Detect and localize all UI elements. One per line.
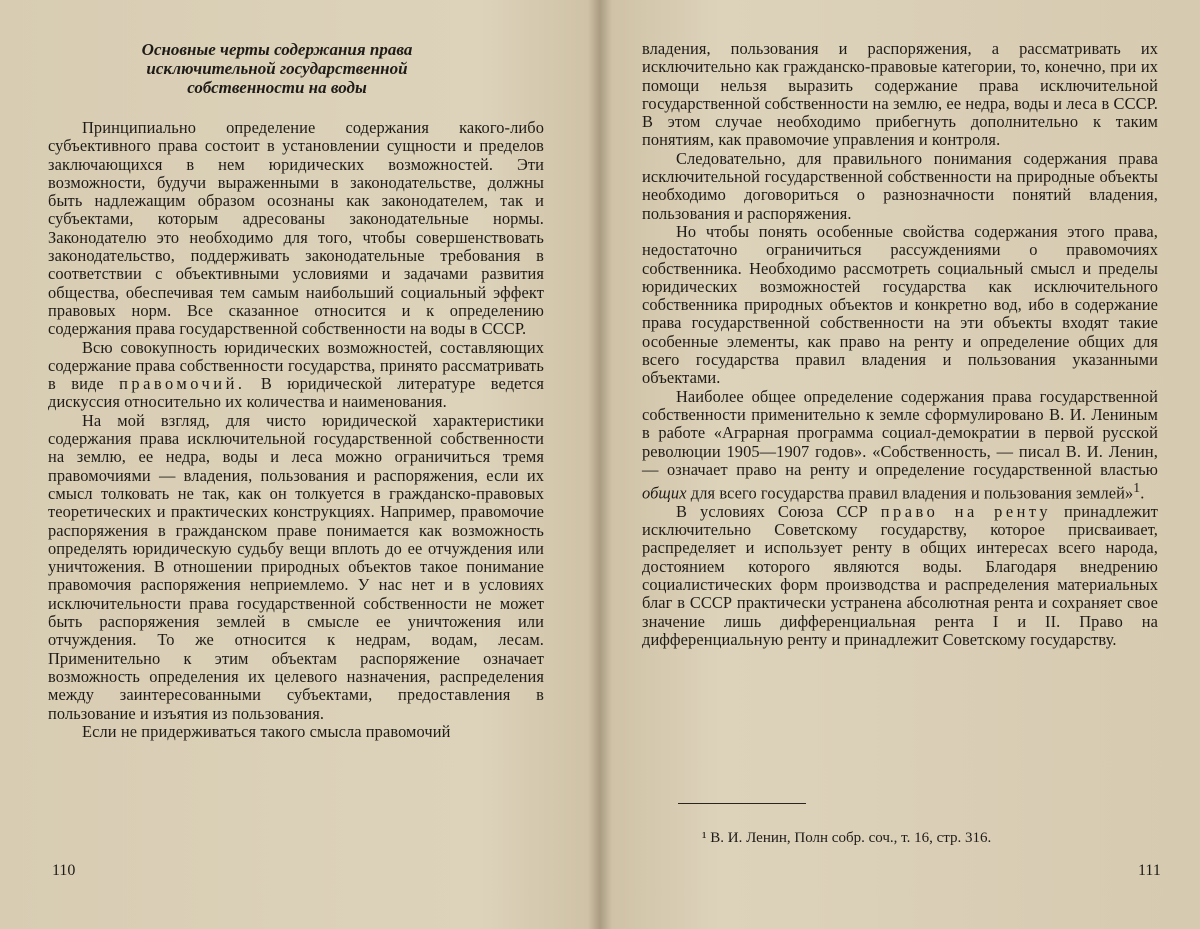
paragraph: Но чтобы понять особенные свойства содержания этого права, недостаточно ограничиться рассуждениями о правомочиях собственника. Необходимо рассмотреть социальный смысл и пределы юридических возможностей государства как исключительного собственника природных объектов и конкретно вод, ибо в содержание права государственной собственности на эти объекты входят такие особенные элементы, как право на ренту и определение общих для всего государства правил владения и пользования указанными объектами.	[642, 221, 1158, 388]
footnote-ref: 1	[1133, 480, 1141, 496]
paragraph: На мой взгляд, для чисто юридической характеристики содержания права исключительной государственной собственности на землю, ее недра, воды и леса можно ограничиться тремя правомочиями — владения, пользования и распоряжения, если их смысл толковать не так, как он толкуется в гражданско-правовых теоретических и практических конструкциях. Например, правомочие распоряжения в гражданском праве понимается как возможность определять юридическую судьбу вещи вплоть до ее отчуждения или уничтожения. В отношении природных объектов такое понимание правомочия распоряжения неприемлемо. У нас нет и в условиях исключительности права государственной собственности не может быть распоряжения землей в смысле ее уничтожения или отчуждения. То же относится к недрам, водам, лесам. Применительно к этим объектам распоряжение означает возможность определения их целевого назначения, распределения между заинтересованными субъектами, предоставления в пользование и изъятия из пользования.	[48, 410, 544, 723]
footnote: ¹ В. И. Ленин, Полн собр. соч., т. 16, стр. 316.	[702, 830, 992, 846]
spaced-term: правомочий.	[119, 374, 246, 394]
right-page-text	[642, 40, 1158, 649]
page-number: 110	[52, 862, 76, 879]
right-page	[600, 0, 1200, 929]
paragraph	[642, 503, 1158, 649]
section-heading: Основные черты содержания права исключительной государственной собственности на воды	[141, 40, 413, 97]
paragraph: Если не придерживаться такого смысла правомочий	[82, 721, 451, 741]
paragraph: владения, пользования и распоряжения, а рассматривать их исключительно как гражданско-правовые категории, то, конечно, при их помощи нельзя выразить содержание права исключительной государственной собственности на землю, ее недра, воды и леса в СССР. В этом случае необходимо прибегнуть дополнительно к таким понятиям, как правомочие управления и контроля.	[642, 39, 1158, 150]
text-run: для всего государства правил владения и пользования землей»	[686, 483, 1134, 503]
text-run: В условиях Союза ССР	[676, 501, 881, 521]
footnote-rule	[678, 803, 806, 804]
paragraph: Следовательно, для правильного понимания содержания права исключительной государственной собственности на природные объекты необходимо договориться о разнозначности понятий владения, пользования и распоряжения.	[642, 148, 1158, 223]
paragraph: Принципиально определение содержания какого-либо субъективного права состоит в установлении сущности и пределов заключающихся в нем юридических возможностей. Эти возможности, будучи выраженными в законодательстве, должны быть надлежащим образом осознаны как законодателем, так и субъектами, которым адресованы законодательные нормы. Законодателю это необходимо для того, чтобы совершенствовать законодательство, поддерживать законодательные требования в соответствии с объективными условиями и задачами развития общества, обеспечивая тем самым наибольший социальный эффект правовых норм. Все сказанное относится и к определению содержания права государственной собственности на воды в СССР.	[48, 118, 544, 339]
spaced-term: право на ренту	[880, 501, 1052, 521]
paragraph	[48, 339, 544, 412]
left-page-text	[48, 119, 544, 741]
text-run: В юридической литературе ведется дискуссия относительно их количества и наименования.	[48, 374, 544, 412]
text-run: .	[1140, 483, 1145, 503]
page-number: 111	[1138, 862, 1161, 879]
italic-term: общих	[642, 483, 687, 503]
text-run: принадлежит исключительно Советскому государству, которое присваивает, распределяет и использует ренту в общих интересах всего народа, достоянием которого являются воды. Благодаря внедрению социалистических форм производства и распределения материальных благ в СССР практически устранена абсолютная рента и сохраняет свое значение лишь дифференциальная рента I и II. Право на дифференциальную ренту и принадлежит Советскому государству.	[642, 501, 1158, 649]
text-run: Всю совокупность юридических возможностей, составляющих содержание права собственности государства, принято рассматривать в виде	[48, 337, 544, 394]
paragraph	[642, 388, 1158, 503]
text-run: Наиболее общее определение содержания права государственной собственности применительно к земле сформулировано В. И. Лениным в работе «Аграрная программа социал-демократии в первой русской революции 1905—1907 годов». «Собственность, — писал В. И. Ленин, — означает право на ренту и определение государственной властью	[642, 386, 1158, 479]
